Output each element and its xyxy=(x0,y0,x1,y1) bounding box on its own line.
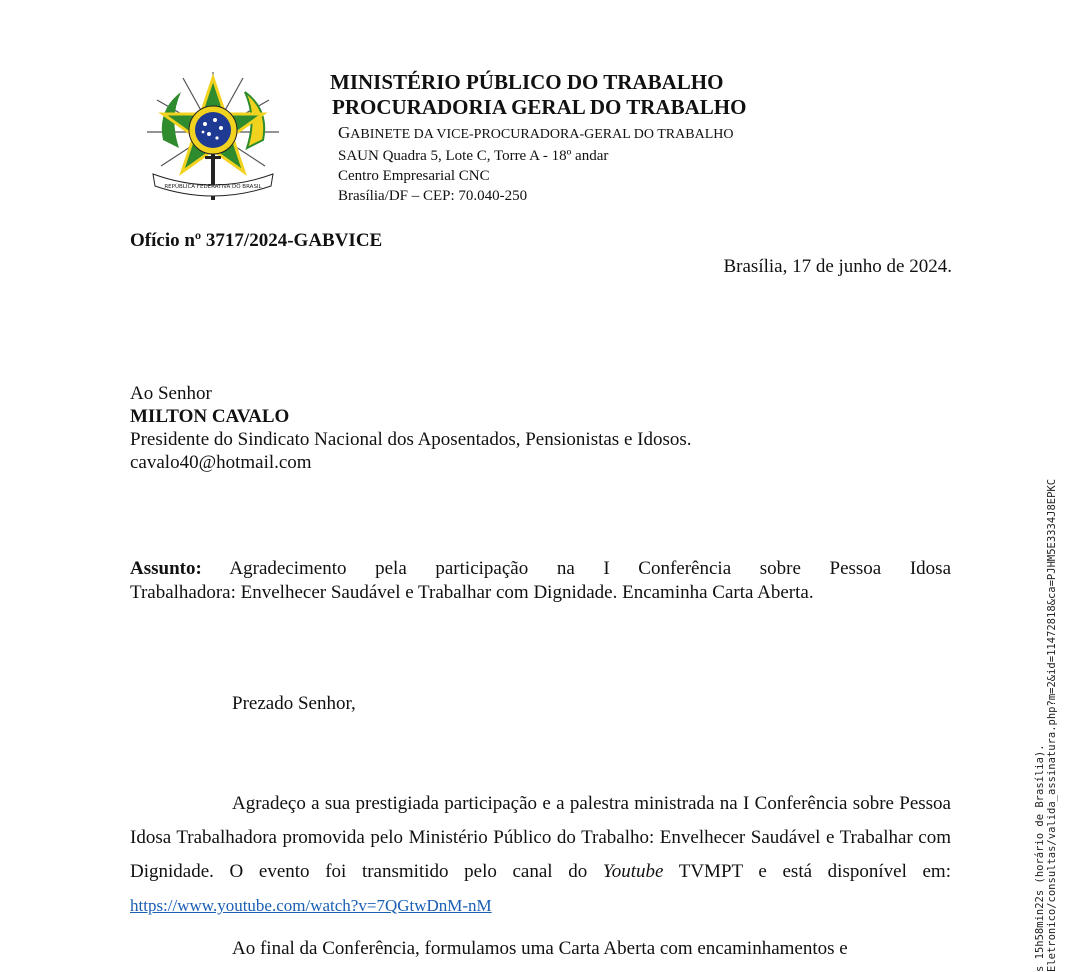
recipient-name: MILTON CAVALO xyxy=(130,406,290,427)
p1-italic: Youtube xyxy=(602,861,664,882)
signature-verification-stamp xyxy=(1034,479,1058,972)
letterhead xyxy=(330,70,746,206)
stamp-line2: Eletronico/consultas/valida_assinatura.php?m=2&id=11472818&ca=PJHM5E3334J8EPKC xyxy=(1046,478,1058,972)
address-line2: Centro Empresarial CNC xyxy=(338,168,490,184)
subject-text-line1: Agradecimento pela participação na I Conferência sobre Pessoa Idosa xyxy=(229,558,951,579)
subject-block xyxy=(130,557,951,605)
office-rest: ABINETE DA VICE-PROCURADORA-GERAL DO TRABALHO xyxy=(350,127,734,142)
p1-text-a: Agradeço a sua prestigiada participação e a palestra ministrada na I Conferência sobre Pessoa Idosa Trabalhadora promovida pelo Ministério Público do Trabalho: Envelhecer Saudável e Trabalhar com Dignidade. O evento foi transmitido pelo canal do xyxy=(130,793,951,882)
coat-of-arms-emblem xyxy=(143,70,283,206)
recipient-title: Presidente do Sindicato Nacional dos Aposentados, Pensionistas e Idosos. xyxy=(130,429,692,450)
p2-text: Ao final da Conferência, formulamos uma Carta Aberta com encaminhamentos e xyxy=(232,938,848,959)
subject-text-line2: Trabalhadora: Envelhecer Saudável e Trabalhar com Dignidade. Encaminha Carta Aberta. xyxy=(130,582,814,603)
office-initial: G xyxy=(338,123,351,142)
svg-text:REPÚBLICA FEDERATIVA DO BRASIL: REPÚBLICA FEDERATIVA DO BRASIL xyxy=(164,184,262,190)
body-paragraph-1 xyxy=(130,787,951,923)
address-line1: SAUN Quadra 5, Lote C, Torre A - 18º andar xyxy=(338,148,609,164)
stamp-line1: s 15h58min22s (horário de Brasília). xyxy=(1034,744,1046,972)
recipient-email: cavalo40@hotmail.com xyxy=(130,452,312,473)
document-number: Ofício nº 3717/2024-GABVICE xyxy=(130,230,383,251)
p1-text-b: TVMPT e está disponível em: xyxy=(663,861,951,882)
org-name-line2: PROCURADORIA GERAL DO TRABALHO xyxy=(332,95,747,119)
address-line3: Brasília/DF – CEP: 70.040-250 xyxy=(338,188,528,204)
subject-label: Assunto: xyxy=(130,558,202,579)
place-date: Brasília, 17 de junho de 2024. xyxy=(723,256,952,277)
office-name xyxy=(330,122,746,146)
recipient-block xyxy=(130,382,692,474)
subject-line1 xyxy=(130,557,951,581)
recipient-salutation: Ao Senhor xyxy=(130,383,212,404)
body-paragraph-2 xyxy=(130,932,951,966)
youtube-link[interactable]: https://www.youtube.com/watch?v=7QGtwDnM-nM xyxy=(130,896,492,915)
org-name-line1: MINISTÉRIO PÚBLICO DO TRABALHO xyxy=(330,70,724,94)
greeting: Prezado Senhor, xyxy=(232,693,356,714)
